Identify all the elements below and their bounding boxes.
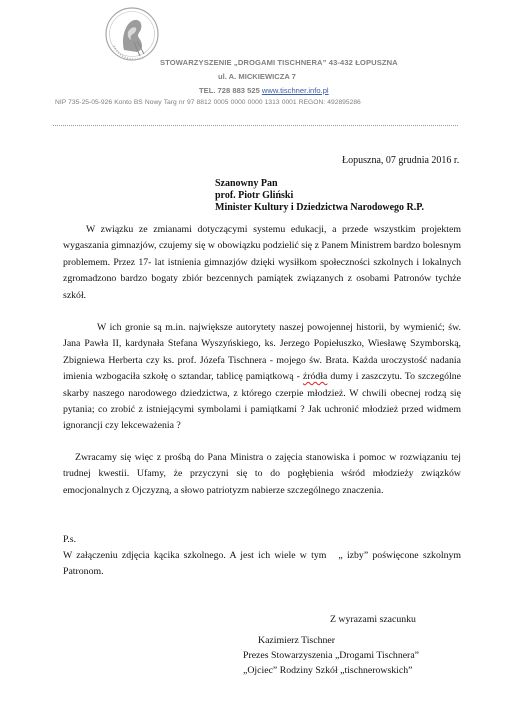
paragraph-2-text-end: dumy i zaszczytu. To szczególne skarby naszego narodowego dziedzictwa, z którego czerpie młodzież. W chwili obecnej rodzą się pytania; co zrobić z istniejącymi symbolami i pamiątkami ? Jak uchronić młodzież przed widmem ignorancji czy lekceważenia ?	[63, 371, 461, 432]
organization-phone: TEL. 728 883 525	[199, 86, 260, 95]
body-paragraph-3: Zwracamy się więc z prośbą do Pana Ministra o zajęcia stanowiska i pomoc w rozwiązaniu tej trudnej kwestii. Ufamy, że przyczyni się to do pogłębienia wśród młodzieży związków emocjonalnych z Ojczyzną, a słowo patriotyzm nabierze szczególnego znaczenia.	[63, 452, 461, 496]
closing-phrase: Z wyrazami szacunku	[330, 614, 416, 625]
postscript-text-end: „ izby” poświęcone szkolnym Patronom.	[63, 550, 461, 578]
body-paragraph-2	[63, 320, 461, 435]
addressee-salutation: Szanowny Pan	[215, 178, 278, 189]
postscript-paragraph	[63, 548, 461, 581]
organization-street: ul. A. MICKIEWICZA 7	[218, 72, 296, 81]
signature-block	[243, 633, 419, 678]
postscript-label: P.s.	[63, 534, 77, 545]
signer-role-secondary: „Ojciec” Rodziny Szkół „tischnerowskich”	[243, 665, 413, 676]
addressee-name: prof. Piotr Gliński	[215, 190, 294, 201]
misspelled-word: źródła	[302, 371, 328, 383]
organization-contact	[199, 86, 329, 95]
signer-name: Kazimierz Tischner	[258, 635, 335, 646]
organization-website-link[interactable]: www.tischner.info.pl	[261, 86, 329, 95]
tischner-portrait-seal-icon	[104, 6, 160, 62]
letterhead-divider	[53, 125, 458, 126]
paragraph-2-text-start: W ich gronie są m.in. największe autorytety naszej powojennej historii, by wymienić; św. Jana Pawła II, kardynała Stefana Wyszyńskiego, ks. Jerzego Popiełuszko, Wiesławę Szymborską, Zbigniewa Herberta czy ks. prof. Józefa Tischnera - mojego św. Brata. Każda uroczystość nadania imienia wzbogaciła szkołę o sztandar, tablicę pamiątkową -	[63, 322, 461, 383]
addressee-title: Minister Kultury i Dziedzictwa Narodowego R.P.	[215, 202, 424, 213]
addressee-block	[215, 178, 424, 214]
body-paragraph-1: W związku ze zmianami dotyczącymi systemu edukacji, a przede wszystkim projektem wygaszania gimnazjów, czujemy się w obowiązku podzielić się z Panem Ministrem bardzo bolesnym problemem. Przez 17- lat istnienia gimnazjów dzięki wysiłkom społeczności szkolnych i lokalnych zgromadzono bardzo bogaty zbiór bezcennych pamiątek związanych z osobami Patronów tychże szkół.	[63, 224, 461, 301]
letter-date: Łopuszna, 07 grudnia 2016 r.	[342, 155, 460, 166]
postscript-text-start: W załączeniu zdjęcia kącika szkolnego. A jest ich wiele w tym	[63, 550, 327, 561]
signer-role: Prezes Stowarzyszenia „Drogami Tischnera”	[243, 650, 420, 661]
organization-bank-details: NIP 735-25-05-926 Konto BS Nowy Targ nr 97 8812 0005 0000 0000 1313 0001 REGON: 492895286	[55, 99, 361, 106]
organization-name: STOWARZYSZENIE „DROGAMI TISCHNERA” 43-432 ŁOPUSZNA	[160, 58, 398, 67]
